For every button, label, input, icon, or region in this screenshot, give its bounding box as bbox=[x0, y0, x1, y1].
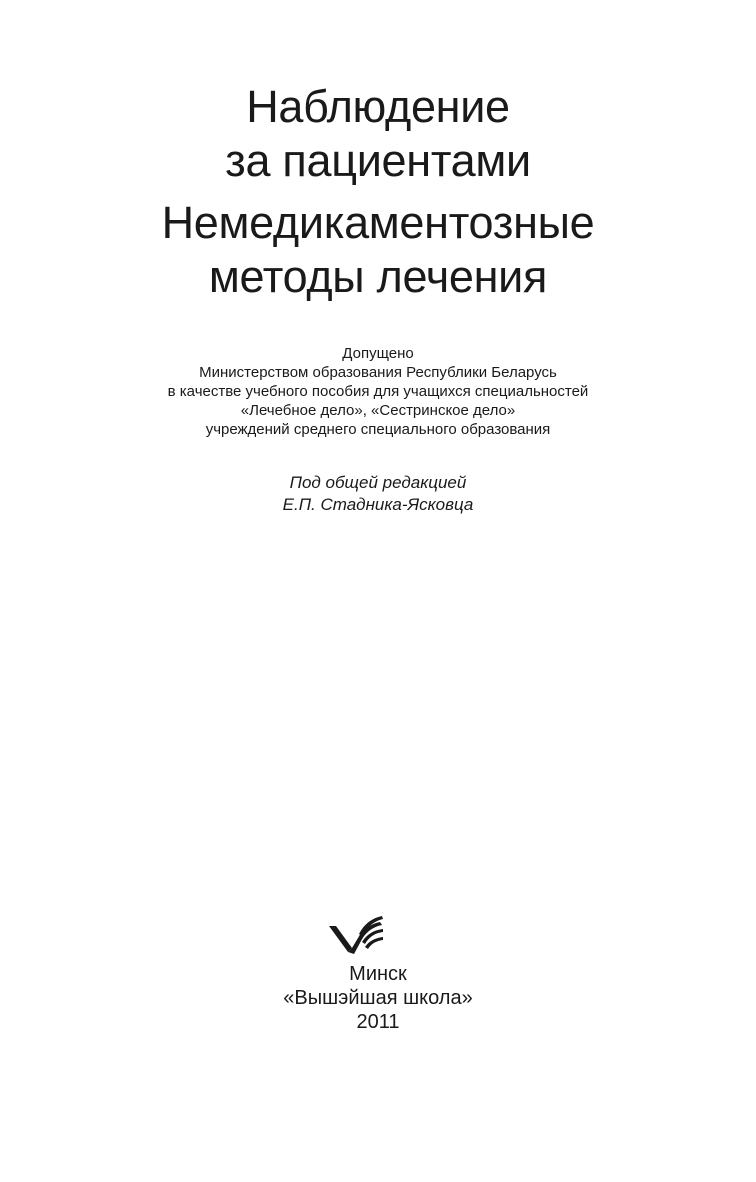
title-line-3: Немедикаментозные bbox=[161, 197, 595, 248]
approval-line-4: «Лечебное дело», «Сестринское дело» bbox=[240, 402, 516, 419]
publisher-logo-graphic bbox=[326, 912, 386, 956]
approval-line-1: Допущено bbox=[342, 345, 414, 362]
approval-line-2: Министерством образования Республики Беларусь bbox=[199, 364, 557, 381]
publisher-logo-icon bbox=[326, 912, 386, 956]
publisher-imprint bbox=[0, 962, 756, 1034]
title-line-4: методы лечения bbox=[208, 251, 548, 302]
book-subtitle bbox=[0, 196, 756, 304]
publisher-name: «Вышэйшая школа» bbox=[283, 987, 473, 1009]
editor-credit bbox=[0, 472, 756, 516]
editor-label: Под общей редакцией bbox=[289, 473, 467, 492]
title-line-2: за пациентами bbox=[225, 135, 531, 186]
approval-statement bbox=[0, 344, 756, 439]
editor-name: Е.П. Стадника-Ясковца bbox=[282, 495, 474, 514]
approval-line-3: в качестве учебного пособия для учащихся специальностей bbox=[167, 383, 589, 400]
title-line-1: Наблюдение bbox=[246, 81, 510, 132]
publisher-city: Минск bbox=[349, 963, 407, 985]
approval-line-5: учреждений среднего специального образования bbox=[205, 421, 551, 438]
book-title bbox=[0, 80, 756, 304]
publication-year: 2011 bbox=[356, 1011, 400, 1033]
